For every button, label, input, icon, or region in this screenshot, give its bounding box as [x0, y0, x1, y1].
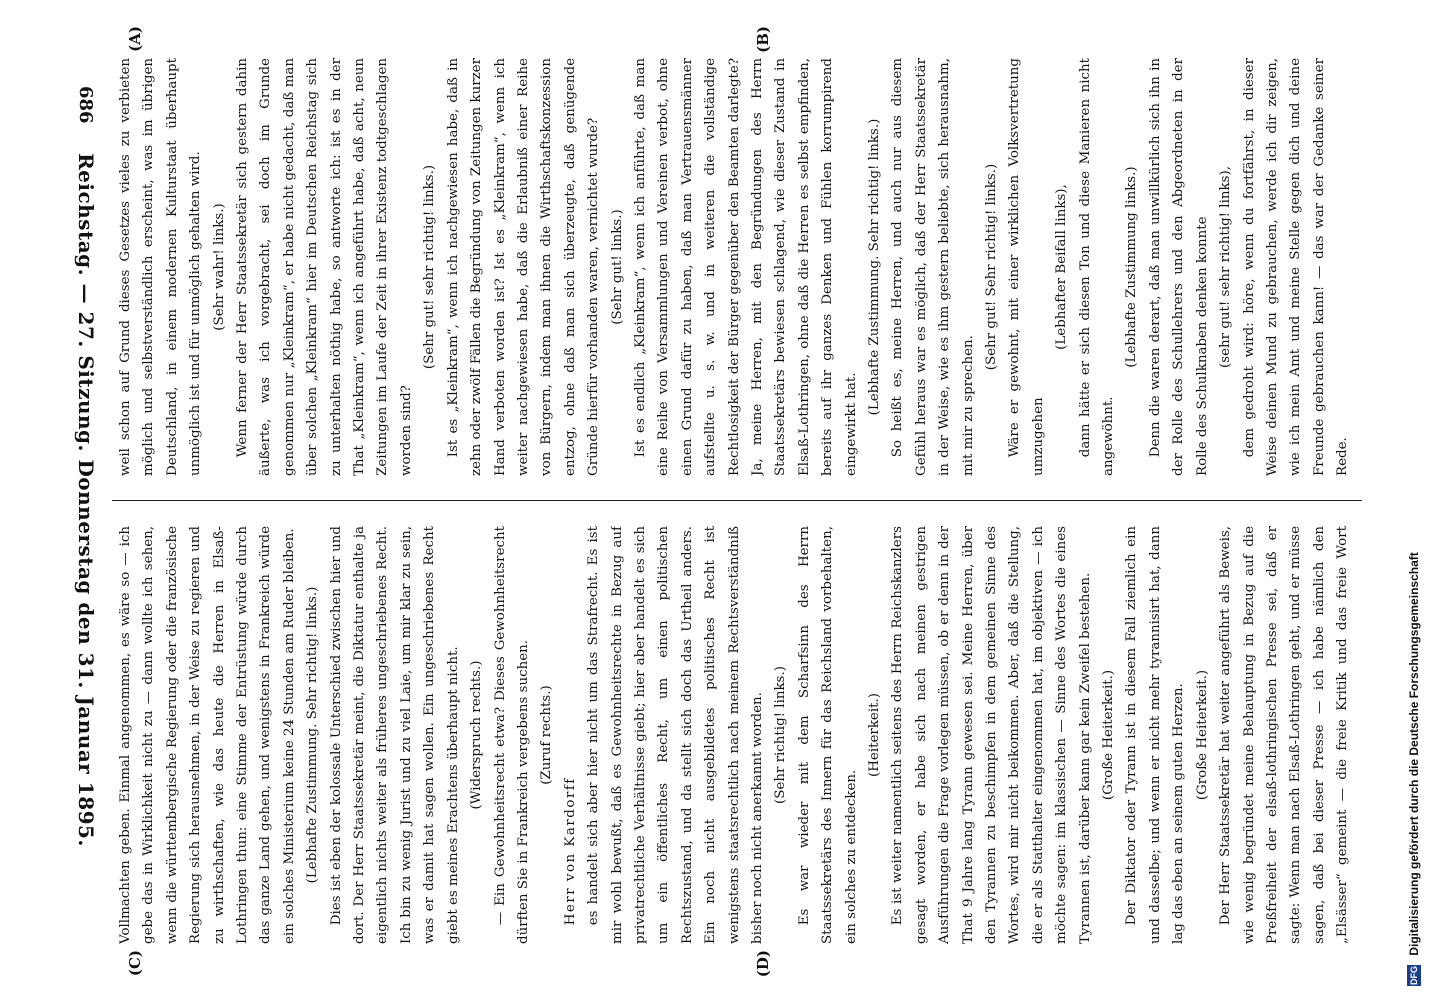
interjection: (Lebhafte Zustimmung. Sehr richtig! links.): [305, 586, 321, 884]
margin-mark-d: (D): [754, 950, 772, 978]
interjection: (Sehr gut! links.): [609, 209, 625, 325]
interjection: (Lebhafte Zustimmung links.): [1124, 166, 1140, 368]
paragraph: Ist es endlich „Kleinkram“, wenn ich anführte, daß man eine Reihe von Versammlungen und Vereinen verbot, ohne einen Grund dafür zu haben, daß man Vertrauensmänner aufstellte u. s. w. und in weiteren die vollständige Rechtlosigkeit der Bürger gegenüber den Beamten darlegte? Ja, meine Herren, mit den Begründungen des Herrn Staatssekretärs bewiesen schlagend, wie dieser Zustand in Elsaß-Lothringen, ohne daß die Herren es selbst empfinden, bereits auf ihr ganzes Denken und Fühlen korrumpirend eingewirkt hat.: [632, 58, 859, 476]
margin-mark-b: (B): [754, 26, 772, 53]
digitization-footer: [1402, 0, 1432, 1000]
paragraph: Denn die waren derart, daß man unwillkürlich sich ihn in der Rolle des Schullehrers und den Abgeordneten in der Rolle des Schulknaben denken konnte: [1147, 58, 1210, 476]
paragraph: dem gedroht wird: höre, wenn du fortfährst, in dieser Weise deinen Mund zu gebrauchen, werde ich dir zeigen, wie ich mein Amt und meine Stelle gegen dich und deine Freunde gebrauchen kann! — das war der Gedanke seiner Rede.: [1241, 58, 1351, 476]
paragraph: Ist es „Kleinkram“, wenn ich nachgewiesen habe, daß in zehn oder zwölf Fällen die Begründung von Zeitungen kurzer Hand verboten worden ist? Ist es „Kleinkram“, wenn ich weiter nachgewiesen habe, daß die Erlaubniß einer Reihe von Bürgern, indem man ihnen die Wirthschaftskonzession entzog, ohne daß man sich überzeugte, daß genügende Gründe hierfür vorhanden waren, vernichtet wurde?: [445, 58, 602, 476]
margin-mark-c: (C): [126, 950, 144, 977]
interjection: (Sehr richtig! links.): [773, 666, 789, 804]
paragraph: — Ein Gewohnheitsrecht etwa? Dieses Gewohnheitsrecht dürften Sie in Frankreich vergebens suchen.: [492, 526, 531, 944]
interjection: (Lebhafte Zustimmung. Sehr richtig! links.): [867, 118, 882, 416]
interjection: (Sehr wahr! links.): [211, 203, 227, 331]
running-title: Reichstag. — 27. Sitzung. Donnerstag den 31. Januar 1895.: [74, 153, 98, 847]
text-column-right: [114, 526, 1360, 944]
paragraph: Vollmachten geben. Einmal angenommen, es wäre so — ich gebe das in Wirklichkeit nicht zu — dann wollte ich sehen, wenn die württembergische Regierung oder die französische Regierung sich herausnehmen, in der Weise zu regieren und zu wirthschaften, wie das heute die Herren in Elsaß-Lothringen thun: eine Stimme der Entrüstung würde durch das ganze Land gehen, und wenigstens in Frankreich würde ein solches Ministerium keine 24 Stunden am Ruder bleiben.: [118, 526, 297, 944]
paragraph: Der Diktator oder Tyrann ist in diesem Fall ziemlich ein und dasselbe; und wenn er nicht mehr tyrannisirt hat, dann lag das eben an seinem guten Herzen.: [1124, 526, 1187, 944]
interjection: (Große Heiterkeit.): [1194, 669, 1210, 801]
paragraph: Wäre er gewohnt, mit einer wirklichen Volksvertretung umzugehen: [1007, 58, 1046, 476]
paragraph: Dies ist eben der kolossale Unterschied zwischen hier und dort. Der Herr Staatssekretär meint, die Diktatur enthalte ja eigentlich nichts weiter als früheres ungeschriebenes Recht. Ich bin zu wenig Jurist und zu viel Laie, um mir klar zu sein, was er damit hat sagen wollen. Ein ungeschriebenes Recht giebt es meines Erachtens überhaupt nicht.: [328, 526, 461, 944]
page-number: 686: [75, 86, 96, 124]
interjection: (Zuruf rechts.): [539, 685, 555, 785]
paragraph: es handelt sich aber hier nicht um das Strafrecht. Es ist mir wohl bewußt, daß es Gewohnheitsrechte in Bezug auf privatrechtliche Verhältnisse giebt; hier aber handelt es sich um ein öffentliches Recht, um einen politischen Rechtszustand, und da stellt sich doch das Urtheil anders. Ein noch nicht ausgebildetes politisches Recht ist wenigstens staatsrechtlich nach meinem Rechtsverständniß bisher noch nicht anerkannt worden.: [586, 526, 765, 944]
margin-mark-a: (A): [126, 26, 144, 52]
paragraph: Es ist weiter namentlich seitens des Herrn Reichskanzlers gesagt worden, er habe sich nach meinen gestrigen Ausführungen die Frage vorlegen müssen, ob er denn in der That 9 Jahre lang Tyrann gewesen sei. Meine Herren, über den Tyrannen zu beschimpfen in dem gemeinen Sinne des Wortes, wird mir nicht beikommen. Aber, daß die Stellung, die er als Statthalter eingenommen hat, im objektiven — ich möchte sagen: im klassischen — Sinne des Wortes die eines Tyrannen ist, darüber kann gar kein Zweifel bestehen.: [890, 526, 1093, 944]
dfg-logo: DFG: [1409, 966, 1419, 985]
interjection: (Lebhafter Beifall links),: [1054, 184, 1070, 350]
column-divider: [112, 500, 1362, 501]
paragraph: dann hätte er sich diesen Ton und diese Manieren nicht angewöhnt.: [1077, 58, 1117, 476]
paragraph: Der Herr Staatssekretär hat weiter angeführt als Beweis, wie wenig begründet meine Behauptung in Bezug auf die Preßfreiheit der elsaß-lothringischen Presse sei, daß er sagte: Wenn man nach Elsaß-Lothringen geht, und er müsse sagen, daß bei dieser Presse — ich habe nämlich den „Elsässer“ gemeint — die freie Kritik und das freie Wort: [1218, 526, 1351, 944]
paragraph: Es war wieder mit dem Scharfsinn des Herrn Staatssekretärs des Innern für das Reichsland vorbehalten, ein solches zu entdecken.: [796, 526, 859, 944]
interjection: [1355, 58, 1360, 476]
interjection: (Große Heiterkeit.): [1101, 669, 1117, 801]
interjection: (sehr gut! sehr richtig! links),: [1218, 166, 1234, 368]
paragraph: weil schon auf Grund dieses Gesetzes vieles zu verbieten möglich und selbstverständlich erscheint, was im übrigen Deutschland, in einem modernen Kulturstaat überhaupt unmöglich ist und für unmöglich gehalten wird.: [118, 58, 204, 476]
text-column-left: [114, 58, 1360, 476]
paragraph: So heißt es, meine Herren, und auch nur aus diesem Gefühl heraus war es möglich, daß der Herr Staatssekretär in der Weise, wie es ihm gestern beliebte, sich herausnahm, mit mir zu sprechen.: [890, 58, 976, 476]
interjection: (Sehr gut! sehr richtig! links.): [422, 164, 438, 370]
paragraph: Wenn ferner der Herr Staatssekretär sich gestern dahin äußerte, was ich vorgebracht, sei doch im Grunde genommen nur „Kleinkram“, er habe nicht gedacht, daß man über solchen „Kleinkram“ hier im Deutschen Reichstag sich zu unterhalten nöthig habe, so antworte ich: ist es in der That „Kleinkram“, wenn ich angeführt habe, daß acht, neun Zeitungen im Laufe der Zeit in ihrer Existenz todtgeschlagen worden sind?: [235, 58, 414, 476]
interjection: (Widerspruch rechts.): [469, 660, 485, 810]
interjection: (Heiterkeit.): [867, 693, 882, 777]
page-header: [64, 0, 104, 1000]
interjection: (Sehr gut! Sehr richtig! links.): [984, 163, 1000, 371]
funding-note: Digitalisierung gefördert durch die Deutsche Forschungsgemeinschaft: [1407, 552, 1421, 956]
speaker-name: Herr von Kardorff: [562, 777, 578, 926]
